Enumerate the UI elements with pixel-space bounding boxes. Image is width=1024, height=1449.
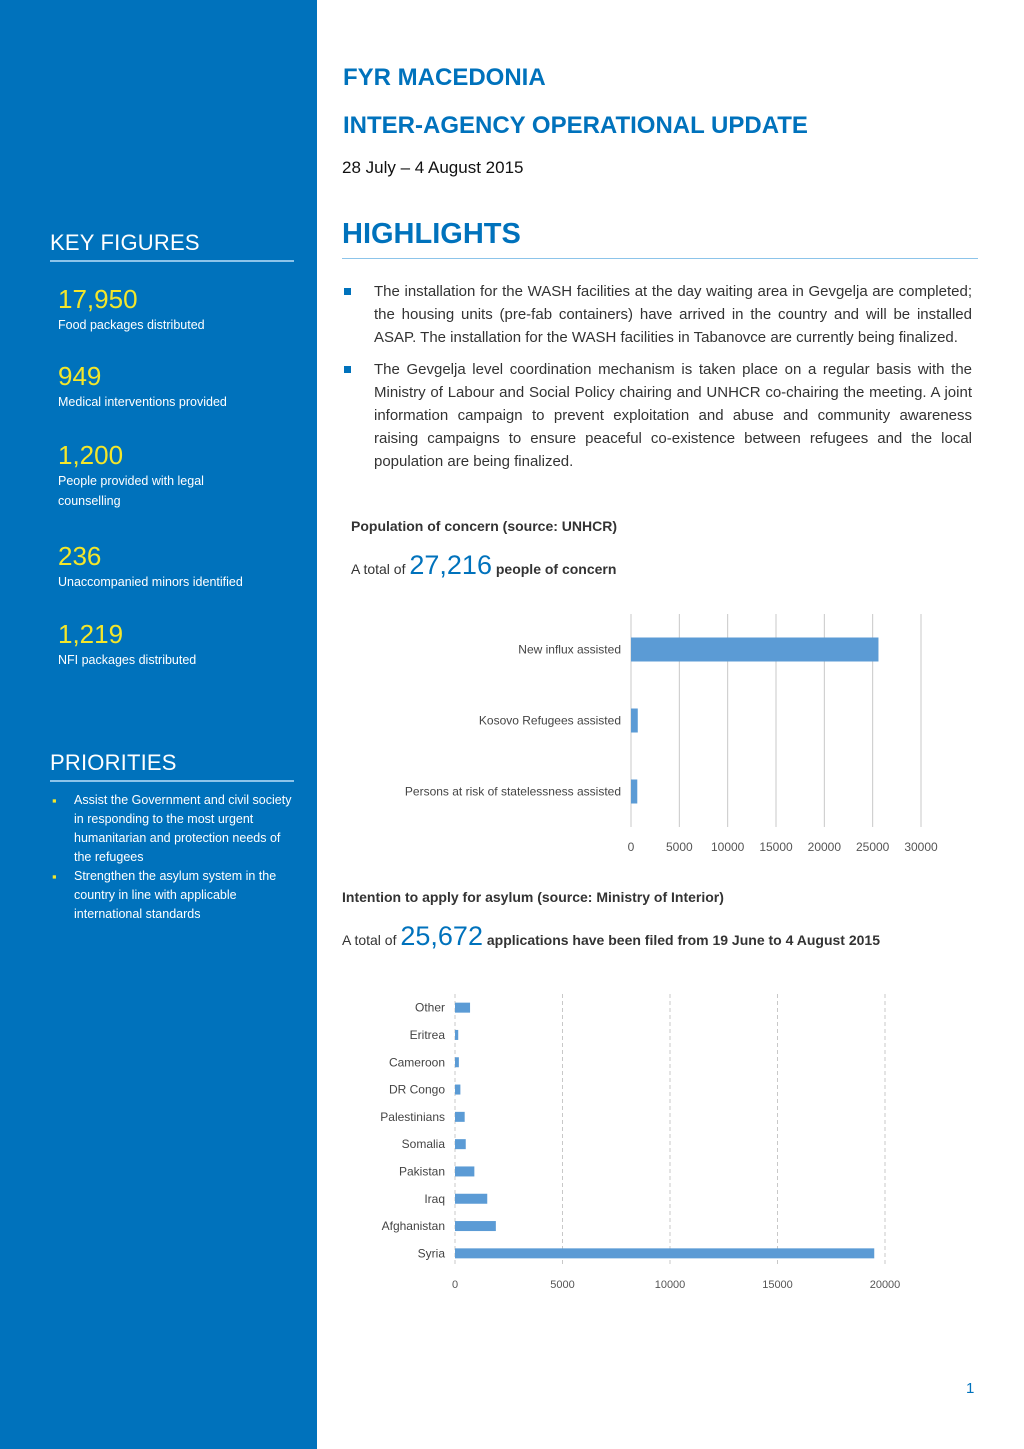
key-figure-label: Medical interventions provided — [58, 395, 227, 409]
category-label: Cameroon — [388, 1055, 445, 1070]
bar — [455, 1139, 466, 1149]
priorities-heading: PRIORITIES — [50, 750, 294, 782]
category-label: Iraq — [424, 1191, 445, 1206]
bar — [631, 638, 878, 662]
category-label: Persons at risk of statelessness assisted — [404, 784, 621, 799]
priorities-list — [52, 791, 297, 924]
bar — [455, 1057, 459, 1067]
category-label: Other — [414, 1000, 445, 1015]
key-figure-medical — [58, 362, 288, 412]
bar — [455, 1194, 487, 1204]
bar — [455, 1112, 465, 1122]
key-figure-value: 1,219 — [58, 619, 124, 649]
page-number: 1 — [966, 1380, 975, 1397]
key-figure-value: 17,950 — [58, 284, 138, 314]
priority-item: ▪ Strengthen the asylum system in the country in line with applicable international standards — [52, 869, 277, 921]
key-figure-label: Unaccompanied minors identified — [58, 575, 243, 589]
x-tick-label: 0 — [451, 1279, 459, 1291]
x-tick-label: 25000 — [855, 840, 890, 854]
highlights-heading: HIGHLIGHTS — [342, 218, 521, 250]
x-tick-label: 30000 — [904, 840, 938, 854]
bar — [631, 780, 637, 804]
bullet-icon: ▪ — [52, 869, 57, 884]
population-total: 27,216 — [409, 550, 492, 580]
key-figure-legal — [58, 441, 258, 511]
x-tick-label: 10000 — [710, 840, 745, 854]
x-tick-label: 20000 — [807, 840, 842, 854]
x-tick-label: 20000 — [869, 1279, 901, 1291]
bar — [455, 1248, 874, 1258]
x-tick-label: 15000 — [762, 1279, 793, 1291]
population-heading: Population of concern (source: UNHCR) — [351, 518, 618, 534]
key-figure-value: 1,200 — [58, 440, 124, 470]
highlight-item: The installation for the WASH facilities at the day waiting area in Gevgelja are completed; the housing units (pre-fab containers) have arrived in the country and will be installed ASAP. The installation for the WASH facilities in Tabanovce are currently being finalized. — [342, 280, 972, 349]
key-figure-food — [58, 285, 288, 335]
bar — [455, 1221, 496, 1231]
category-label: Pakistan — [398, 1164, 445, 1179]
x-tick-label: 5000 — [665, 840, 693, 854]
category-label: Kosovo Refugees assisted — [478, 713, 621, 728]
key-figure-label: People provided with legal counselling — [58, 474, 204, 508]
population-total-line: A total of 27,216 people of concern — [351, 550, 617, 580]
category-label: Syria — [417, 1246, 445, 1261]
report-title: INTER-AGENCY OPERATIONAL UPDATE — [343, 112, 808, 139]
asylum-heading: Intention to apply for asylum (source: Ministry of Interior) — [342, 889, 724, 905]
x-tick-label: 0 — [627, 840, 635, 854]
country-title: FYR MACEDONIA — [343, 64, 546, 91]
x-tick-label: 5000 — [550, 1279, 575, 1291]
highlights-list — [342, 280, 972, 482]
category-label: Somalia — [401, 1137, 445, 1152]
bar — [631, 709, 638, 733]
category-label: Eritrea — [409, 1027, 445, 1042]
key-figure-nfi — [58, 620, 288, 670]
bar — [455, 1166, 474, 1176]
category-label: DR Congo — [388, 1082, 445, 1097]
asylum-total-line: A total of 25,672 applications have been filed from 19 June to 4 August 2015 — [342, 921, 881, 951]
category-label: Palestinians — [380, 1109, 445, 1124]
sidebar — [0, 0, 317, 1449]
key-figure-value: 236 — [58, 541, 102, 571]
key-figure-value: 949 — [58, 361, 102, 391]
report-date: 28 July – 4 August 2015 — [342, 158, 524, 177]
bar — [455, 1030, 458, 1040]
key-figure-label: Food packages distributed — [58, 318, 205, 332]
category-label: New influx assisted — [518, 642, 621, 657]
square-bullet-icon — [344, 366, 351, 373]
square-bullet-icon — [344, 288, 351, 295]
highlights-divider — [342, 258, 978, 259]
x-tick-label: 15000 — [759, 840, 793, 854]
asylum-chart — [340, 990, 960, 1300]
population-chart — [340, 610, 980, 870]
priority-item: ▪ Assist the Government and civil society in responding to the most urgent humanitarian and protection needs of the refugees — [52, 793, 292, 864]
bar — [455, 1085, 460, 1095]
category-label: Afghanistan — [381, 1219, 445, 1234]
key-figure-minors — [58, 542, 288, 592]
key-figures-heading: KEY FIGURES — [50, 230, 294, 262]
x-tick-label: 10000 — [654, 1279, 686, 1291]
bullet-icon: ▪ — [52, 793, 57, 808]
key-figure-label: NFI packages distributed — [58, 653, 197, 667]
bar — [455, 1003, 470, 1013]
highlight-item: The Gevgelja level coordination mechanism is taken place on a regular basis with the Ministry of Labour and Social Policy chairing and UNHCR co-chairing the meeting. A joint information campaign to prevent exploitation and abuse and community awareness raising campaigns to ensure peaceful co-existence between refugees and the local population are being finalized. — [342, 358, 972, 473]
asylum-total: 25,672 — [400, 921, 483, 951]
